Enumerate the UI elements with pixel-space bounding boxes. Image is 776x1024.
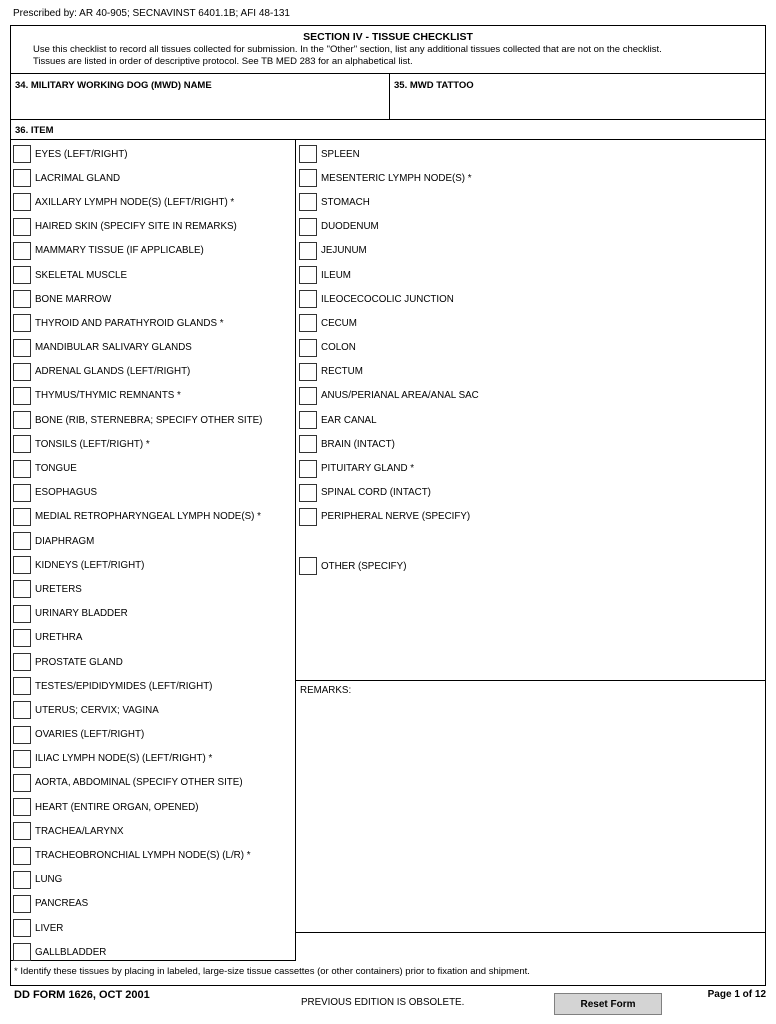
checkbox[interactable] (299, 218, 317, 236)
check-item[interactable] (13, 287, 262, 311)
check-item[interactable] (13, 602, 262, 626)
check-item[interactable] (13, 698, 262, 722)
check-item-label: STOMACH (321, 196, 370, 208)
checkbox[interactable] (299, 557, 317, 575)
checkbox[interactable] (13, 290, 31, 308)
check-item-label: OVARIES (LEFT/RIGHT) (35, 729, 145, 741)
checkbox[interactable] (13, 726, 31, 744)
check-item[interactable] (13, 747, 262, 771)
check-item[interactable] (13, 215, 262, 239)
checkbox[interactable] (13, 363, 31, 381)
checkbox[interactable] (13, 847, 31, 865)
checkbox[interactable] (13, 314, 31, 332)
column-divider (295, 139, 296, 961)
section-description-line: Tissues are listed in order of descriptive protocol. See TB MED 283 for an alphabetical list. (33, 55, 413, 67)
mwd-tattoo-input[interactable] (394, 95, 761, 115)
check-item-label: PROSTATE GLAND (35, 656, 123, 668)
check-item[interactable] (13, 408, 262, 432)
checkbox[interactable] (299, 290, 317, 308)
checkbox[interactable] (299, 266, 317, 284)
check-item-label: RECTUM (321, 366, 363, 378)
mwd-tattoo-cell (390, 74, 765, 119)
check-item-label: HAIRED SKIN (SPECIFY SITE IN REMARKS) (35, 221, 237, 233)
check-item[interactable] (13, 311, 262, 335)
check-item[interactable] (13, 843, 262, 867)
divider (11, 139, 765, 140)
check-item[interactable] (13, 166, 262, 190)
check-item[interactable] (13, 142, 262, 166)
check-item-label: DIAPHRAGM (35, 535, 95, 547)
divider (295, 932, 765, 933)
check-item[interactable] (13, 529, 262, 553)
checkbox[interactable] (299, 460, 317, 478)
checkbox[interactable] (13, 798, 31, 816)
check-item-label: TONSILS (LEFT/RIGHT) * (35, 438, 150, 450)
check-item-label: ADRENAL GLANDS (LEFT/RIGHT) (35, 366, 191, 378)
check-item[interactable] (299, 456, 479, 480)
checkbox[interactable] (13, 193, 31, 211)
check-item[interactable] (13, 577, 262, 601)
check-item-label: PITUITARY GLAND * (321, 463, 415, 475)
check-item-label: ILEOCECOCOLIC JUNCTION (321, 293, 454, 305)
check-item-label: EAR CANAL (321, 414, 377, 426)
checkbox[interactable] (13, 387, 31, 405)
check-item-label: MANDIBULAR SALIVARY GLANDS (35, 342, 192, 354)
checkbox[interactable] (13, 266, 31, 284)
section-description (33, 44, 743, 67)
check-item-label: MEDIAL RETROPHARYNGEAL LYMPH NODE(S) * (35, 511, 261, 523)
check-item-label: BRAIN (INTACT) (321, 438, 395, 450)
check-item[interactable] (13, 553, 262, 577)
check-item[interactable] (13, 481, 262, 505)
checkbox[interactable] (13, 484, 31, 502)
check-item[interactable] (299, 287, 479, 311)
checkbox[interactable] (13, 750, 31, 768)
check-item[interactable] (299, 239, 479, 263)
checkbox[interactable] (13, 943, 31, 961)
checkbox[interactable] (299, 363, 317, 381)
checkbox[interactable] (13, 411, 31, 429)
check-item[interactable] (13, 723, 262, 747)
prescribed-by: Prescribed by: AR 40-905; SECNAVINST 6401.1B; AFI 48-131 (13, 8, 290, 19)
checkbox[interactable] (13, 556, 31, 574)
checkbox[interactable] (13, 145, 31, 163)
check-item[interactable] (299, 142, 479, 166)
checkbox[interactable] (13, 822, 31, 840)
checkbox[interactable] (13, 677, 31, 695)
checkbox[interactable] (13, 339, 31, 357)
check-item[interactable] (299, 215, 479, 239)
check-item-label: KIDNEYS (LEFT/RIGHT) (35, 559, 145, 571)
check-item-label: UTERUS; CERVIX; VAGINA (35, 704, 159, 716)
checkbox[interactable] (299, 193, 317, 211)
check-item-label: URINARY BLADDER (35, 608, 128, 620)
check-item[interactable] (13, 360, 262, 384)
mwd-name-cell (11, 74, 390, 119)
check-item-label: DUODENUM (321, 221, 379, 233)
checkbox[interactable] (13, 701, 31, 719)
check-item[interactable] (13, 239, 262, 263)
check-item-label: THYMUS/THYMIC REMNANTS * (35, 390, 181, 402)
check-item-label: THYROID AND PARATHYROID GLANDS * (35, 317, 224, 329)
checkbox[interactable] (299, 484, 317, 502)
check-item-label: BONE MARROW (35, 293, 112, 305)
checkbox[interactable] (13, 218, 31, 236)
dog-info-row (11, 74, 765, 120)
checkbox[interactable] (299, 314, 317, 332)
check-item-label: URETHRA (35, 632, 83, 644)
check-item-label: AXILLARY LYMPH NODE(S) (LEFT/RIGHT) * (35, 196, 235, 208)
check-item-label: LIVER (35, 922, 64, 934)
check-item-label: SPLEEN (321, 148, 360, 160)
check-item[interactable] (13, 940, 262, 964)
check-item[interactable] (299, 384, 479, 408)
checkbox[interactable] (13, 774, 31, 792)
check-item-other[interactable] (299, 554, 406, 578)
reset-form-button[interactable]: Reset Form (554, 993, 662, 1015)
check-item[interactable] (299, 432, 479, 456)
checkbox[interactable] (13, 895, 31, 913)
check-item-label: MAMMARY TISSUE (IF APPLICABLE) (35, 245, 204, 257)
check-item-label: AORTA, ABDOMINAL (SPECIFY OTHER SITE) (35, 777, 243, 789)
checkbox[interactable] (299, 169, 317, 187)
check-item-label: PANCREAS (35, 898, 89, 910)
section-title: SECTION IV - TISSUE CHECKLIST (303, 31, 473, 43)
check-item[interactable] (299, 408, 479, 432)
check-item[interactable] (13, 505, 262, 529)
check-item[interactable] (13, 868, 262, 892)
check-item[interactable] (13, 916, 262, 940)
checkbox[interactable] (13, 242, 31, 260)
check-item-label: TESTES/EPIDIDYMIDES (LEFT/RIGHT) (35, 680, 213, 692)
check-item-label: TRACHEOBRONCHIAL LYMPH NODE(S) (L/R) * (35, 850, 251, 862)
check-item-label: PERIPHERAL NERVE (SPECIFY) (321, 511, 471, 523)
check-item[interactable] (13, 190, 262, 214)
mwd-tattoo-label: 35. MWD TATTOO (394, 80, 474, 91)
check-item[interactable] (13, 432, 262, 456)
checkbox[interactable] (13, 629, 31, 647)
check-item[interactable] (299, 360, 479, 384)
obsolete-notice: PREVIOUS EDITION IS OBSOLETE. (301, 997, 465, 1008)
check-item-label: SKELETAL MUSCLE (35, 269, 128, 281)
checkbox[interactable] (299, 411, 317, 429)
section-header (11, 26, 765, 74)
remarks-label: REMARKS: (300, 685, 352, 696)
footnote: * Identify these tissues by placing in labeled, large-size tissue cassettes (or other containers) prior to fixation and shipment. (14, 966, 530, 977)
checkbox[interactable] (13, 460, 31, 478)
checkbox[interactable] (299, 145, 317, 163)
check-item-label: ILIAC LYMPH NODE(S) (LEFT/RIGHT) * (35, 753, 213, 765)
checkbox[interactable] (299, 387, 317, 405)
check-item[interactable] (13, 819, 262, 843)
form-number: DD FORM 1626, OCT 2001 (14, 989, 150, 1001)
check-item-label: TRACHEA/LARYNX (35, 825, 124, 837)
check-item[interactable] (13, 456, 262, 480)
check-item[interactable] (299, 505, 479, 529)
check-item[interactable] (13, 650, 262, 674)
checkbox[interactable] (13, 919, 31, 937)
page-number: Page 1 of 12 (707, 989, 766, 1000)
check-item-label: HEART (ENTIRE ORGAN, OPENED) (35, 801, 199, 813)
check-item[interactable] (299, 190, 479, 214)
check-item-label: JEJUNUM (321, 245, 367, 257)
divider (295, 680, 765, 681)
checkbox[interactable] (13, 169, 31, 187)
checkbox[interactable] (13, 508, 31, 526)
check-item-label: OTHER (SPECIFY) (321, 560, 407, 572)
check-item-label: MESENTERIC LYMPH NODE(S) * (321, 172, 472, 184)
check-item-label: BONE (RIB, STERNEBRA; SPECIFY OTHER SITE) (35, 414, 263, 426)
check-item[interactable] (299, 166, 479, 190)
check-item[interactable] (13, 795, 262, 819)
check-item[interactable] (13, 626, 262, 650)
checkbox[interactable] (13, 435, 31, 453)
checkbox[interactable] (13, 532, 31, 550)
check-item-label: ESOPHAGUS (35, 487, 98, 499)
section-description-line: Use this checklist to record all tissues collected for submission. In the "Other" section, list any additional tissues collected that are not on the checklist. (33, 44, 662, 55)
checkbox[interactable] (299, 508, 317, 526)
left-tissue-list (13, 142, 262, 964)
check-item-label: ANUS/PERIANAL AREA/ANAL SAC (321, 390, 479, 402)
mwd-name-label: 34. MILITARY WORKING DOG (MWD) NAME (15, 80, 212, 91)
check-item[interactable] (13, 674, 262, 698)
check-item[interactable] (13, 336, 262, 360)
check-item-label: COLON (321, 342, 356, 354)
check-item-label: LUNG (35, 874, 63, 886)
right-tissue-list (299, 142, 479, 529)
checkbox[interactable] (13, 605, 31, 623)
mwd-name-input[interactable] (15, 95, 385, 115)
check-item[interactable] (13, 384, 262, 408)
check-item[interactable] (13, 892, 262, 916)
check-item-label: URETERS (35, 583, 82, 595)
tissue-checklist-form (10, 25, 766, 986)
check-item-label: ILEUM (321, 269, 351, 281)
check-item-label: EYES (LEFT/RIGHT) (35, 148, 128, 160)
checkbox[interactable] (13, 871, 31, 889)
checkbox[interactable] (299, 242, 317, 260)
check-item[interactable] (13, 263, 262, 287)
check-item[interactable] (299, 336, 479, 360)
check-item[interactable] (299, 311, 479, 335)
check-item-label: SPINAL CORD (INTACT) (321, 487, 431, 499)
checkbox[interactable] (299, 435, 317, 453)
checkbox[interactable] (299, 339, 317, 357)
check-item[interactable] (299, 263, 479, 287)
item-heading: 36. ITEM (15, 125, 54, 136)
check-item-label: CECUM (321, 317, 357, 329)
check-item[interactable] (299, 481, 479, 505)
check-item-label: TONGUE (35, 463, 77, 475)
checkbox[interactable] (13, 653, 31, 671)
checkbox[interactable] (13, 580, 31, 598)
check-item-label: GALLBLADDER (35, 946, 107, 958)
check-item[interactable] (13, 771, 262, 795)
check-item-label: LACRIMAL GLAND (35, 172, 121, 184)
